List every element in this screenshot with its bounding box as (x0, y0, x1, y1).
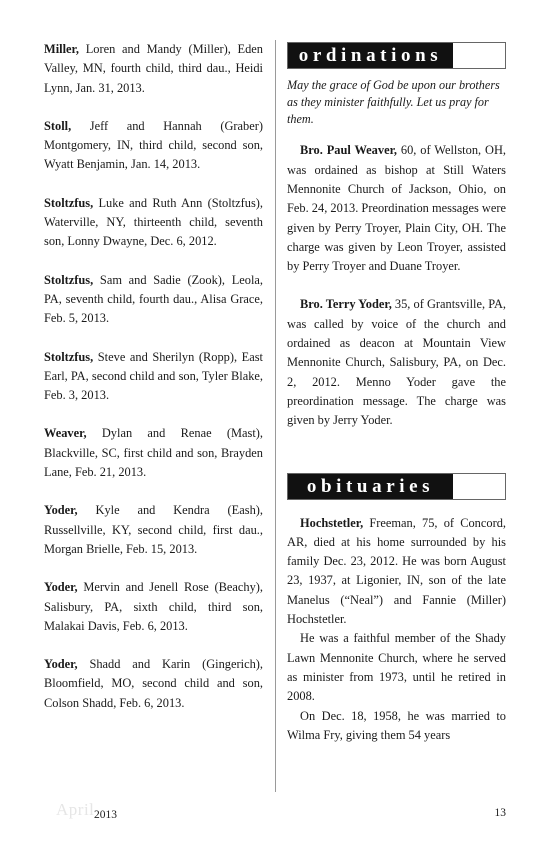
birth-details: Kyle and Kendra (Eash), Russellville, KY, second child, first dau., Morgan Brielle, Feb. 15, 2013. (44, 503, 263, 556)
obituary-paragraph: On Dec. 18, 1958, he was married to Wilma Fry, giving them 54 years (287, 708, 506, 742)
footer-year: 2013 (94, 809, 117, 821)
right-column (287, 42, 506, 745)
birth-entry (44, 424, 263, 482)
birth-entry (44, 271, 263, 329)
birth-details: Shadd and Karin (Gingerich), Bloomfield, MO, second child and son, Colson Shadd, Feb. 6, 2013. (44, 657, 263, 710)
birth-family-name: Stoll, (44, 118, 72, 133)
ordination-details: 35, of Grantsville, PA, was called by voice of the church and ordained as deacon at Mountain View Mennonite Church, Salisbury, PA, on Dec. 2, 2012. Menno Yoder gave the preordination message. The charge was given by Jerry Yoder. (287, 297, 506, 428)
ordination-entry (287, 141, 506, 276)
birth-details: Sam and Sadie (Zook), Leola, PA, seventh child, fourth dau., Alisa Grace, Feb. 5, 2013. (44, 272, 263, 326)
birth-entry (44, 117, 263, 175)
page-number: 13 (494, 807, 506, 819)
footer-month-watermark: April (56, 800, 95, 819)
births-column (44, 40, 263, 732)
ordination-name: Bro. Paul Weaver, (300, 143, 398, 158)
obituary-name: Hochstetler, (300, 515, 364, 530)
birth-family-name: Stoltzfus, (44, 195, 94, 210)
ordinations-heading: ordinations (288, 43, 453, 68)
birth-family-name: Yoder, (44, 580, 78, 595)
birth-entry (44, 501, 263, 559)
birth-details: Jeff and Hannah (Graber) Montgomery, IN, third child, second son, Wyatt Benjamin, Jan. 14, 2013. (44, 118, 263, 172)
birth-family-name: Stoltzfus, (44, 349, 94, 364)
birth-family-name: Weaver, (44, 426, 87, 441)
obituary-paragraph (287, 514, 506, 630)
birth-details: Loren and Mandy (Miller), Eden Valley, MN, fourth child, third dau., Heidi Lynn, Jan. 31, 2013. (44, 42, 263, 95)
birth-family-name: Miller, (44, 42, 79, 56)
birth-entry (44, 578, 263, 636)
birth-entry (44, 194, 263, 252)
birth-entry (44, 348, 263, 406)
ordination-name: Bro. Terry Yoder, (300, 297, 392, 312)
birth-family-name: Yoder, (44, 657, 78, 672)
obituary-hochstetler (287, 514, 506, 746)
obituary-paragraph: He was a faithful member of the Shady Lawn Mennonite Church, where he served as minister from 1973, until he retired in 2008. (287, 631, 506, 704)
birth-family-name: Stoltzfus, (44, 272, 94, 287)
birth-details: Steve and Sherilyn (Ropp), East Earl, PA, second child and son, Tyler Blake, Feb. 3, 2013. (44, 349, 263, 403)
obituary-text: Freeman, 75, of Concord, AR, died at his home surrounded by his family Dec. 23, 2012. He was born August 23, 1937, at Ligonier, IN, son of the late Manelus (“Neal”) and Fannie (Miller) Hochstetler. (287, 515, 506, 627)
obituaries-heading: obituaries (288, 474, 453, 499)
ordination-details: 60, of Wellston, OH, was ordained as bishop at Still Waters Mennonite Church of Jackson, Ohio, on Feb. 24, 2013. Preordination messages were given by Perry Troyer, Plain City, OH. The charge was given by Leon Troyer, assisted by Perry Troyer and Duane Troyer. (287, 143, 506, 274)
birth-details: Luke and Ruth Ann (Stoltzfus), Waterville, NY, thirteenth child, seventh son, Lonny Dwayne, Dec. 6, 2012. (44, 195, 263, 249)
ordinations-heading-box (287, 42, 506, 69)
ordinations-prayer: May the grace of God be upon our brothers as they minister faithfully. Let us pray for them. (287, 78, 500, 126)
birth-family-name: Yoder, (44, 503, 78, 518)
birth-details: Mervin and Jenell Rose (Beachy), Salisbury, PA, sixth child, third son, Malakai Davis, Feb. 6, 2013. (44, 580, 263, 633)
obituaries-heading-box (287, 473, 506, 500)
birth-details: Dylan and Renae (Mast), Blackville, SC, first child and son, Brayden Lane, Feb. 21, 2013. (44, 426, 263, 480)
column-divider (275, 40, 276, 792)
birth-entry (44, 655, 263, 713)
ordination-entry (287, 295, 506, 430)
birth-entry (44, 40, 263, 98)
